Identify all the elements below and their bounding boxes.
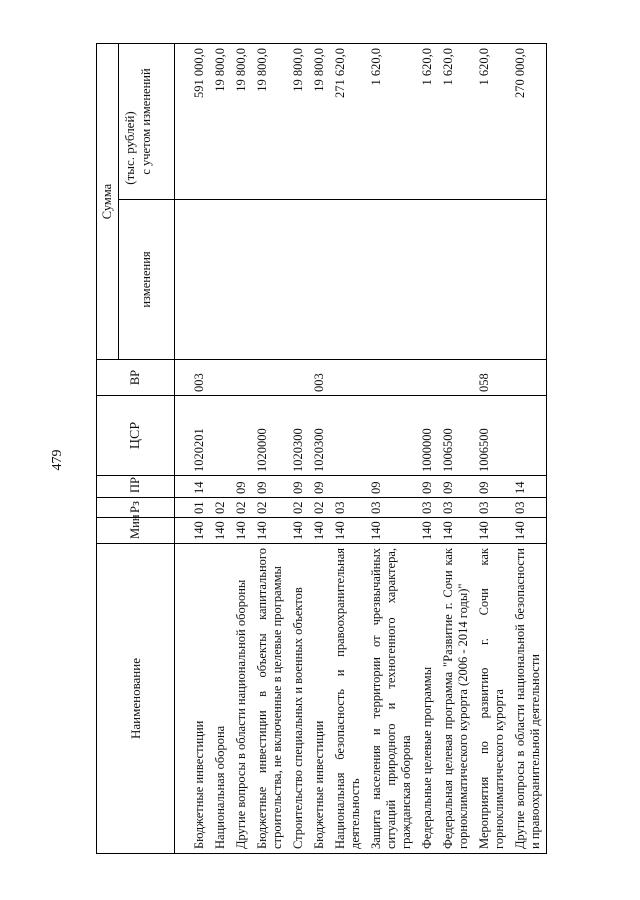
table-row [309, 44, 330, 854]
row-pr: 09 [474, 476, 510, 498]
row-csr: 1020300 [288, 396, 309, 476]
header-with-changes: с учетом изменений [119, 44, 175, 200]
row-csr [231, 396, 252, 476]
row-vr [252, 360, 288, 396]
budget-table [96, 43, 547, 854]
row-total: 19 800,0 [309, 44, 330, 200]
table-row [510, 44, 547, 854]
page-number: 479 [50, 449, 65, 471]
row-min: 140 [474, 518, 510, 544]
row-min: 140 [252, 518, 288, 544]
row-pr [330, 476, 366, 498]
header-rz: Рз [97, 498, 175, 518]
row-vr [210, 360, 231, 396]
row-pr: 09 [309, 476, 330, 498]
row-rz: 02 [210, 498, 231, 518]
units-label: (тыс. рублей) [122, 111, 137, 185]
table-body [189, 44, 547, 854]
row-name: Федеральные целевые программы [417, 544, 438, 854]
row-csr [210, 396, 231, 476]
row-vr: 058 [474, 360, 510, 396]
row-min: 140 [189, 518, 210, 544]
row-pr [210, 476, 231, 498]
row-total: 1 620,0 [366, 44, 417, 200]
row-csr [330, 396, 366, 476]
header-pr: ПР [97, 476, 175, 498]
row-changes [474, 200, 510, 360]
row-total: 1 620,0 [438, 44, 474, 200]
row-pr: 09 [288, 476, 309, 498]
row-min: 140 [438, 518, 474, 544]
row-total: 591 000,0 [189, 44, 210, 200]
row-name: Защита населения и территории от чрезвычайных ситуаций природного и техногенного характера, гражданская оборона [366, 544, 417, 854]
row-changes [438, 200, 474, 360]
row-csr: 1020300 [309, 396, 330, 476]
row-name: Федеральная целевая программа "Развитие г. Сочи как горноклиматического курорта (2006 - 2014 годы)" [438, 544, 474, 854]
row-rz: 03 [510, 498, 547, 518]
row-name: Национальная безопасность и правоохранительная деятельность [330, 544, 366, 854]
row-rz: 03 [417, 498, 438, 518]
row-changes [510, 200, 547, 360]
header-sum: Сумма [97, 44, 119, 360]
table-row [366, 44, 417, 854]
row-csr: 1020201 [189, 396, 210, 476]
row-changes [309, 200, 330, 360]
row-min: 140 [510, 518, 547, 544]
row-csr: 1006500 [474, 396, 510, 476]
row-name: Другие вопросы в области национальной обороны [231, 544, 252, 854]
row-min: 140 [231, 518, 252, 544]
row-changes [366, 200, 417, 360]
row-changes [210, 200, 231, 360]
row-pr: 09 [417, 476, 438, 498]
row-vr [438, 360, 474, 396]
row-vr [231, 360, 252, 396]
table-row [231, 44, 252, 854]
row-changes [330, 200, 366, 360]
table-row [210, 44, 231, 854]
header-changes: изменения [119, 200, 175, 360]
row-vr [366, 360, 417, 396]
row-csr [510, 396, 547, 476]
row-total: 270 000,0 [510, 44, 547, 200]
row-rz: 03 [330, 498, 366, 518]
row-pr: 14 [189, 476, 210, 498]
row-csr [366, 396, 417, 476]
row-total: 19 800,0 [252, 44, 288, 200]
table-row [330, 44, 366, 854]
row-csr: 1006500 [438, 396, 474, 476]
header-min: Мин [97, 518, 175, 544]
table-row [474, 44, 510, 854]
row-vr [510, 360, 547, 396]
row-total: 19 800,0 [210, 44, 231, 200]
header-csr: ЦСР [97, 396, 175, 476]
row-csr: 1020000 [252, 396, 288, 476]
table-row [189, 44, 210, 854]
row-min: 140 [210, 518, 231, 544]
row-rz: 02 [288, 498, 309, 518]
row-total: 1 620,0 [417, 44, 438, 200]
row-name: Другие вопросы в области национальной безопасности и правоохранительной деятельности [510, 544, 547, 854]
row-rz: 02 [309, 498, 330, 518]
row-rz: 02 [252, 498, 288, 518]
row-name: Бюджетные инвестиции [189, 544, 210, 854]
row-pr: 09 [438, 476, 474, 498]
row-name: Строительство специальных и военных объектов [288, 544, 309, 854]
row-min: 140 [330, 518, 366, 544]
row-vr [417, 360, 438, 396]
row-name: Бюджетные инвестиции [309, 544, 330, 854]
row-total: 271 620,0 [330, 44, 366, 200]
row-total: 19 800,0 [231, 44, 252, 200]
row-total: 19 800,0 [288, 44, 309, 200]
row-changes [189, 200, 210, 360]
table-row [288, 44, 309, 854]
row-pr: 09 [231, 476, 252, 498]
row-name: Мероприятия по развитию г. Сочи как горноклиматического курорта [474, 544, 510, 854]
row-rz: 03 [474, 498, 510, 518]
row-csr: 1000000 [417, 396, 438, 476]
row-vr [330, 360, 366, 396]
row-vr: 003 [189, 360, 210, 396]
budget-table-sheet [96, 44, 585, 854]
row-min: 140 [366, 518, 417, 544]
row-vr [288, 360, 309, 396]
row-min: 140 [288, 518, 309, 544]
header-name: Наименование [97, 544, 175, 854]
row-pr: 09 [252, 476, 288, 498]
row-changes [288, 200, 309, 360]
row-total: 1 620,0 [474, 44, 510, 200]
row-pr: 09 [366, 476, 417, 498]
row-vr: 003 [309, 360, 330, 396]
row-name: Национальная оборона [210, 544, 231, 854]
table-row [417, 44, 438, 854]
row-min: 140 [417, 518, 438, 544]
row-rz: 02 [231, 498, 252, 518]
row-pr: 14 [510, 476, 547, 498]
row-min: 140 [309, 518, 330, 544]
row-rz: 03 [366, 498, 417, 518]
row-changes [231, 200, 252, 360]
header-vr: ВР [97, 360, 175, 396]
table-row [438, 44, 474, 854]
row-name: Бюджетные инвестиции в объекты капитального строительства, не включенные в целевые программы [252, 544, 288, 854]
row-changes [417, 200, 438, 360]
row-rz: 03 [438, 498, 474, 518]
table-row [252, 44, 288, 854]
row-rz: 01 [189, 498, 210, 518]
row-changes [252, 200, 288, 360]
